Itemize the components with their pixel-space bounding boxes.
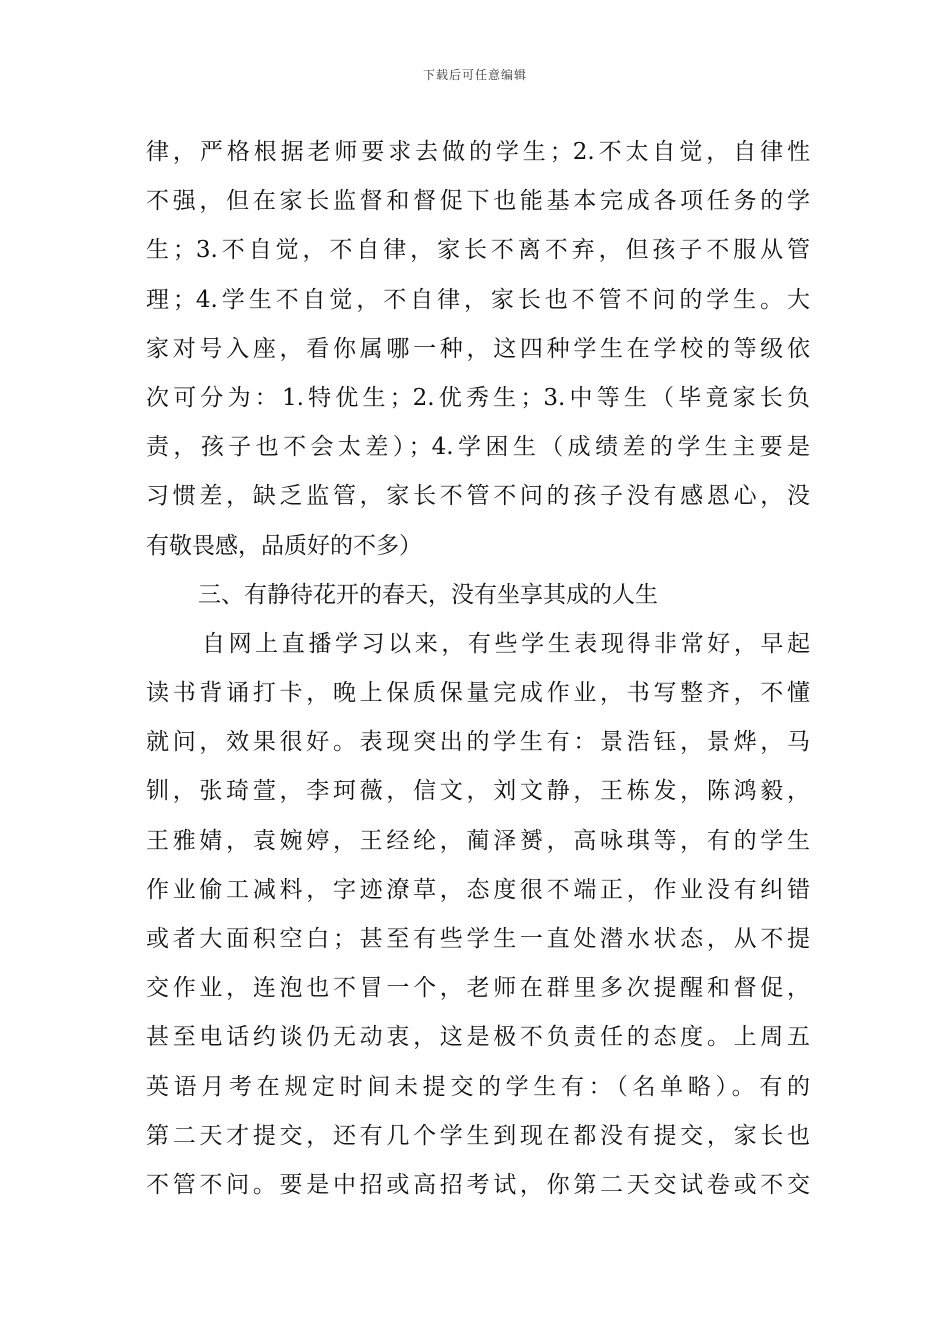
text-line: 就问，效果很好。表现突出的学生有：景浩钰，景烨，马 — [146, 729, 810, 756]
text-line: 次可分为：1.特优生；2.优秀生；3.中等生（毕竟家长负 — [146, 384, 810, 411]
text-line: 不强，但在家长监督和督促下也能基本完成各项任务的学 — [146, 188, 810, 215]
text-line: 英语月考在规定时间未提交的学生有：（名单略）。有的 — [146, 1073, 810, 1100]
text-line: 作业偷工减料，字迹潦草，态度很不端正，作业没有纠错 — [146, 876, 810, 903]
text-line: 第二天才提交，还有几个学生到现在都没有提交，家长也 — [146, 1122, 810, 1149]
text-line: 生；3.不自觉，不自律，家长不离不弃，但孩子不服从管 — [146, 237, 810, 264]
text-line: 习惯差，缺乏监管，家长不管不问的孩子没有感恩心，没 — [146, 483, 810, 510]
text-line: 交作业，连泡也不冒一个，老师在群里多次提醒和督促， — [146, 975, 810, 1002]
text-line: 不管不问。要是中招或高招考试，你第二天交试卷或不交 — [146, 1171, 810, 1198]
text-line: 王雅婧，袁婉婷，王经纶，蔺泽赟，高咏琪等，有的学生 — [146, 827, 810, 854]
text-line: 钏，张琦萱，李珂薇，信文，刘文静，王栋发，陈鸿毅， — [146, 778, 810, 805]
text-line: 理；4.学生不自觉，不自律，家长也不管不问的学生。大 — [146, 286, 810, 313]
page-header: 下载后可任意编辑 — [422, 68, 527, 82]
body-text — [146, 128, 810, 1210]
section-heading: 三、有静待花开的春天，没有坐享其成的人生 — [198, 581, 658, 608]
text-line: 读书背诵打卡，晚上保质保量完成作业，书写整齐，不懂 — [146, 680, 810, 707]
text-line: 责，孩子也不会太差）；4.学困生（成绩差的学生主要是 — [146, 434, 810, 461]
text-line: 律，严格根据老师要求去做的学生；2.不太自觉，自律性 — [146, 139, 810, 165]
text-line: 自网上直播学习以来，有些学生表现得非常好，早起 — [202, 630, 810, 657]
text-line: 有敬畏感，品质好的不多） — [146, 532, 422, 559]
text-line: 甚至电话约谈仍无动衷，这是极不负责任的态度。上周五 — [146, 1024, 810, 1051]
text-line: 家对号入座，看你属哪一种，这四种学生在学校的等级依 — [146, 335, 810, 362]
text-line: 或者大面积空白；甚至有些学生一直处潜水状态，从不提 — [146, 926, 810, 952]
